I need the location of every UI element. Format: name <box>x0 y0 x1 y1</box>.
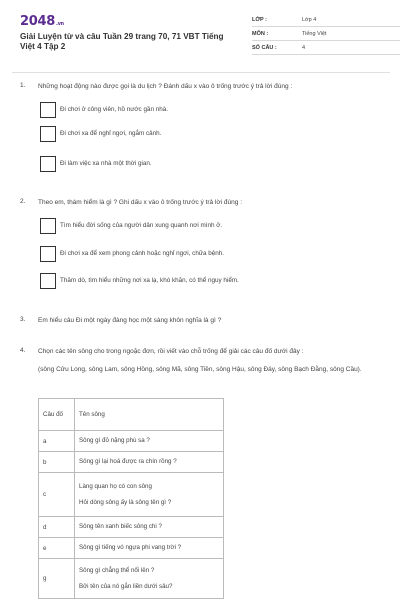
meta-row-subject <box>252 28 400 41</box>
meta-row-count <box>252 42 400 55</box>
meta-label: MÔN : <box>252 31 269 37</box>
table-row <box>39 538 224 559</box>
option-1b <box>40 126 370 142</box>
option-text: Đi chơi xa để nghỉ ngơi, ngắm cảnh. <box>60 130 162 137</box>
question-text: Những hoạt động nào được gọi là du lịch ? Đánh dấu x vào ô trống trước ý trả lời đúng : <box>38 83 293 90</box>
answer-checkbox[interactable] <box>40 126 56 142</box>
riddle-line: Sông gì lại hoá được ra chín rồng ? <box>79 458 177 465</box>
question-number: 4. <box>20 347 26 354</box>
riddle-line: Hỏi dòng sông ấy là sông tên gì ? <box>79 498 172 506</box>
riddle-text <box>75 431 224 452</box>
option-1a <box>40 102 370 118</box>
riddle-key: b <box>39 452 75 473</box>
option-1c <box>40 156 370 172</box>
meta-info <box>252 14 400 56</box>
meta-value: Tiếng Việt <box>302 31 327 37</box>
question-text: Em hiểu câu Đi một ngày đàng học một sàng khôn nghĩa là gì ? <box>38 317 222 324</box>
logo-text: 2048 <box>20 14 55 29</box>
option-2b <box>40 246 370 262</box>
riddle-line: Sông tên xanh biếc sông chi ? <box>79 523 162 530</box>
answer-checkbox[interactable] <box>40 218 56 234</box>
option-text: Đi chơi ở công viên, hồ nước gần nhà. <box>60 106 168 113</box>
riddle-table <box>38 398 224 599</box>
riddle-line: Sông gì chẳng thể nổi lên ? <box>79 566 155 574</box>
riddle-key: d <box>39 517 75 538</box>
table-row <box>39 559 224 599</box>
riddle-key: g <box>39 559 75 599</box>
riddle-text <box>75 452 224 473</box>
table-row <box>39 517 224 538</box>
answer-checkbox[interactable] <box>40 273 56 289</box>
table-row <box>39 473 224 517</box>
meta-row-grade <box>252 14 400 27</box>
meta-label: SỐ CÂU : <box>252 45 277 51</box>
riddle-key: a <box>39 431 75 452</box>
riddle-text <box>75 559 224 599</box>
logo-domain: .vn <box>55 21 64 27</box>
riddle-line: Sông gì tiếng vó ngựa phi vang trời ? <box>79 544 182 551</box>
riddle-line: Sông gì đỏ nặng phù sa ? <box>79 437 150 444</box>
meta-value: 4 <box>302 45 306 51</box>
header-divider <box>12 72 390 73</box>
header <box>20 14 390 66</box>
column-header: Tên sông <box>75 399 224 431</box>
riddle-line: Bởi tên của nó gắn liền dưới sâu? <box>79 582 173 590</box>
option-2a <box>40 218 370 234</box>
riddle-key: c <box>39 473 75 517</box>
document-title: Giải Luyện từ và câu Tuần 29 trang 70, 71 VBT Tiếng Việt 4 Tập 2 <box>20 32 224 51</box>
riddle-text <box>75 517 224 538</box>
riddle-key: e <box>39 538 75 559</box>
meta-label: LỚP : <box>252 17 267 23</box>
option-text: Đi chơi xa để xem phong cảnh hoặc nghỉ ngơi, chữa bệnh. <box>60 250 225 257</box>
answer-checkbox[interactable] <box>40 102 56 118</box>
riddle-text <box>75 538 224 559</box>
table-header-row <box>39 399 224 431</box>
column-header: Câu đố <box>39 399 75 431</box>
table-row <box>39 431 224 452</box>
riddle-text <box>75 473 224 517</box>
question-number: 1. <box>20 82 26 89</box>
river-list: (sông Cửu Long, sông Lam, sông Hồng, sông Mã, sông Tiền, sông Hậu, sông Đáy, sông Bạch Đằng, sông Cầu). <box>38 366 362 373</box>
question-number: 2. <box>20 198 26 205</box>
meta-value: Lớp 4 <box>302 17 317 23</box>
answer-checkbox[interactable] <box>40 156 56 172</box>
option-text: Tìm hiểu đời sống của người dân xung quanh nơi mình ở. <box>60 222 223 229</box>
question-number: 3. <box>20 316 26 323</box>
option-text: Đi làm việc xa nhà một thời gian. <box>60 160 152 167</box>
option-text: Thăm dò, tìm hiểu những nơi xa lạ, khó khăn, có thể nguy hiểm. <box>60 277 239 284</box>
question-text: Theo em, thám hiểm là gì ? Ghi dấu x vào ô trống trước ý trả lời đúng : <box>38 199 242 206</box>
option-2c <box>40 273 370 289</box>
table-row <box>39 452 224 473</box>
answer-checkbox[interactable] <box>40 246 56 262</box>
question-text: Chọn các tên sông cho trong ngoặc đơn, rồi viết vào chỗ trống để giải các câu đố dưới đây : <box>38 348 304 355</box>
site-logo[interactable] <box>20 14 64 29</box>
riddle-line: Làng quan họ có con sông <box>79 482 152 490</box>
